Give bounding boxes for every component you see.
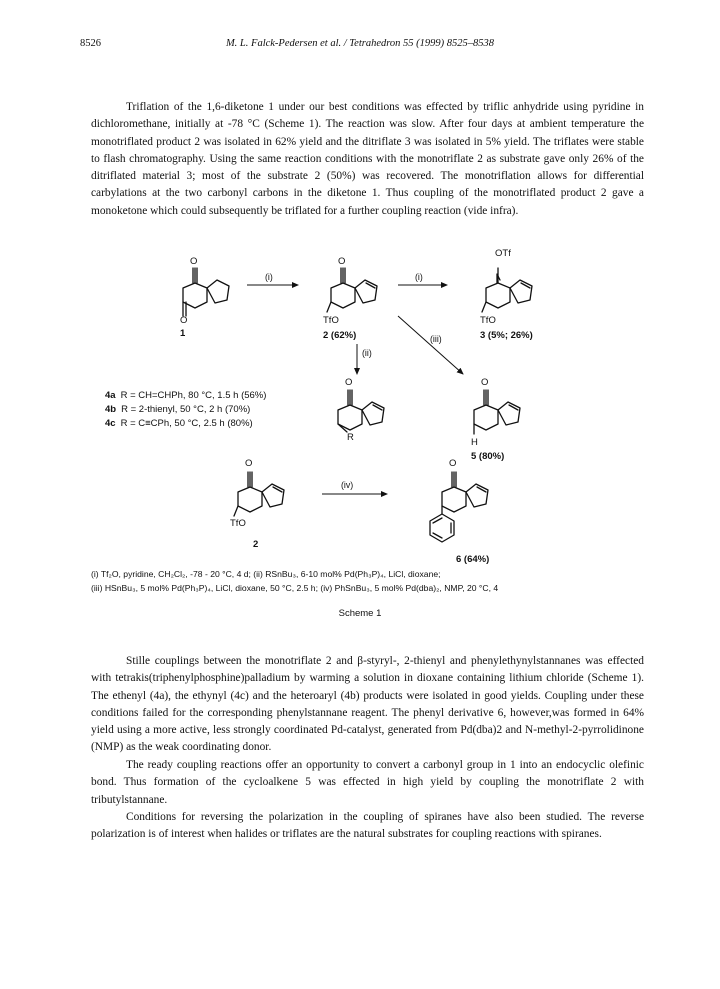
product-4c-id: 4c: [105, 418, 116, 429]
page-number: 8526: [80, 38, 101, 49]
paragraph-coupling: [91, 757, 644, 809]
product-4b: [105, 404, 250, 415]
atom-h-5: H: [471, 437, 478, 448]
label-compound-3: 3 (5%; 26%): [480, 330, 533, 341]
compound-5-structure: [474, 390, 520, 434]
step-iii-label: (iii): [430, 334, 442, 344]
paragraph-intro-text: Triflation of the 1,6-diketone 1 under our best conditions was effected by triflic anhydride using pyridine in dichloromethane, initially at -78 °C (Scheme 1). The reaction was slow. After four days at ambient temperature the monotriflated product 2 was isolated in 62% yield and the ditriflate 3 was isolated in 5% yield. The triflates were stable to flash chromatography. Using the same reaction conditions with the monotriflate 2 as substrate gave only 26% of the ditriflated material 3; most of the substrate 2 (50%) was recovered. The monotriflation allows for differential carbylations at the two carbonyl carbons in the diketone 1. Thus coupling of the monotriflated product 2 gave a monoketone which could subsequently be triflated for a further coupling reaction (vide infra).: [91, 101, 644, 217]
label-compound-6: 6 (64%): [456, 554, 490, 565]
atom-o-1b: O: [180, 315, 188, 326]
compound-1-structure: [183, 268, 229, 316]
paragraph-coupling-text: The ready coupling reactions offer an opportunity to convert a carbonyl group in 1 into an endocyclic olefinic bond. Thus formation of the cycloalkene 5 was effected in high yield by coupling the monotriflate 2 with tributylstannane.: [91, 759, 644, 806]
paragraph-stille-text: Stille couplings between the monotriflate 2 and β-styryl-, 2-thienyl and phenylethynylstannanes was effected with tetrakis(triphenylphosphine)palladium by warming a solution in dioxane containing lithium chloride (Scheme 1). The ethenyl (4a), the ethynyl (4c) and the heteroaryl (4b) products were isolated in good yields. Coupling under these conditions failed for the corresponding phenylstannane reagent. The phenyl derivative 6, however,was formed in 64% yield using a more active, less strongly coordinated Pd-catalyst, generated from Pd(dba)2 and N-methyl-2-pyrrolidinone (NMP) as the weak coordinating donor.: [91, 655, 644, 754]
product-4b-text: R = 2-thienyl, 50 °C, 2 h (70%): [121, 404, 251, 415]
label-compound-5: 5 (80%): [471, 451, 505, 462]
atom-tfo-2b: TfO: [230, 518, 246, 529]
product-4c: [105, 418, 253, 429]
compound-2-structure: [327, 268, 377, 312]
step-ii-label: (ii): [362, 348, 372, 358]
atom-o-6: O: [449, 458, 457, 469]
compound-6-structure: [430, 472, 488, 542]
paragraph-intro: [91, 99, 644, 220]
compound-3-structure: [482, 268, 532, 312]
atom-otf-3: OTf: [495, 248, 511, 259]
atom-o-1a: O: [190, 256, 198, 267]
step-i-second-label: (i): [415, 272, 423, 282]
compound-4-structure: [338, 390, 384, 432]
atom-o-2: O: [338, 256, 346, 267]
paragraph-stille: [91, 653, 644, 757]
step-i-label: (i): [265, 272, 273, 282]
product-4a: [105, 390, 266, 401]
label-compound-1: 1: [180, 328, 186, 339]
atom-r-4: R: [347, 432, 354, 443]
atom-tfo-3: TfO: [480, 315, 496, 326]
reaction-conditions-line-2: (iii) HSnBu₃, 5 mol% Pd(Ph₃P)₄, LiCl, dioxane, 50 °C, 2.5 h; (iv) PhSnBu₃, 5 mol% Pd(dba)₂, NMP, 20 °C, 4: [91, 583, 499, 593]
reaction-conditions-line-1: (i) Tf₂O, pyridine, CH₂Cl₂, -78 - 20 °C, 4 d; (ii) RSnBu₃, 6-10 mol% Pd(Ph₃P)₄, LiCl, dioxane;: [91, 569, 441, 579]
journal-citation: M. L. Falck-Pedersen et al. / Tetrahedron 55 (1999) 8525–8538: [225, 38, 495, 49]
running-header: [0, 38, 720, 54]
compound-2b-structure: [234, 472, 284, 516]
atom-tfo-2: TfO: [323, 315, 339, 326]
product-4b-id: 4b: [105, 404, 117, 415]
label-compound-2b: 2: [253, 539, 259, 550]
paragraph-reverse-text: Conditions for reversing the polarization in the coupling of spiranes have also been studied. The reverse polarization is of interest when halides or triflates are the natural substrates for coupling reactions with spiranes.: [91, 811, 644, 841]
product-4c-text: R = C≡CPh, 50 °C, 2.5 h (80%): [120, 418, 253, 429]
label-compound-2: 2 (62%): [323, 330, 357, 341]
atom-o-4: O: [345, 377, 353, 388]
product-4a-id: 4a: [105, 390, 116, 401]
scheme-title: Scheme 1: [338, 608, 382, 619]
step-iv-label: (iv): [341, 480, 354, 490]
atom-o-5: O: [481, 377, 489, 388]
product-4a-text: R = CH=CHPh, 80 °C, 1.5 h (56%): [120, 390, 267, 401]
arrow-step-iii: [398, 316, 463, 374]
paragraph-reverse: [91, 809, 644, 844]
atom-o-2b: O: [245, 458, 253, 469]
scheme-1-diagram: [0, 240, 720, 620]
